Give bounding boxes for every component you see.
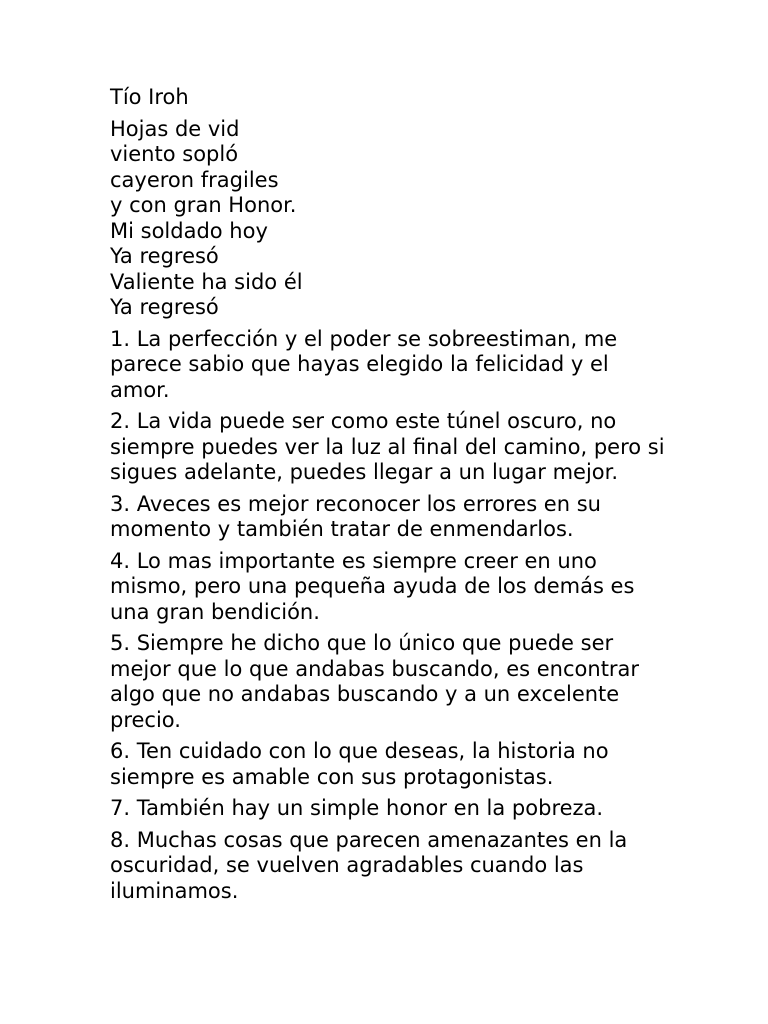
poem-line: cayeron fragiles bbox=[110, 167, 279, 192]
poem bbox=[110, 117, 670, 321]
quote-item: 1. La perfección y el poder se sobreestiman, me parece sabio que hayas elegido la felicidad y el amor. bbox=[110, 326, 618, 402]
quote-item: 6. Ten cuidado con lo que deseas, la historia no siempre es amable con sus protagonistas. bbox=[110, 739, 609, 789]
quote-item: 3. Aveces es mejor reconocer los errores en su momento y también tratar de enmendarlos. bbox=[110, 491, 601, 541]
poem-line: Ya regresó bbox=[110, 244, 219, 268]
poem-line: y con gran Honor. bbox=[110, 193, 297, 217]
document-body bbox=[110, 85, 670, 904]
quote-item: 5. Siempre he dicho que lo único que puede ser mejor que lo que andabas buscando, es encontrar algo que no andabas buscando y a un excelente precio. bbox=[110, 631, 640, 732]
quote-item: 7. También hay un simple honor en la pobreza. bbox=[110, 796, 604, 820]
poem-line: viento sopló bbox=[110, 142, 239, 166]
poem-line: Ya regresó bbox=[110, 295, 219, 319]
quotes-list bbox=[110, 327, 670, 905]
document-title: Tío Iroh bbox=[110, 85, 189, 109]
poem-line: Mi soldado hoy bbox=[110, 218, 268, 243]
quote-item: 4. Lo mas importante es siempre creer en uno mismo, pero una pequeña ayuda de los demás es una gran bendición. bbox=[110, 548, 635, 624]
poem-line: Valiente ha sido él bbox=[110, 269, 303, 294]
quote-item: 2. La vida puede ser como este túnel oscuro, no siempre puedes ver la luz al final del camino, pero si sigues adelante, puedes llegar a un lugar mejor. bbox=[110, 409, 665, 484]
poem-line: Hojas de vid bbox=[110, 116, 240, 141]
quote-item: 8. Muchas cosas que parecen amenazantes en la oscuridad, se vuelven agradables cuando las iluminamos. bbox=[110, 827, 628, 903]
